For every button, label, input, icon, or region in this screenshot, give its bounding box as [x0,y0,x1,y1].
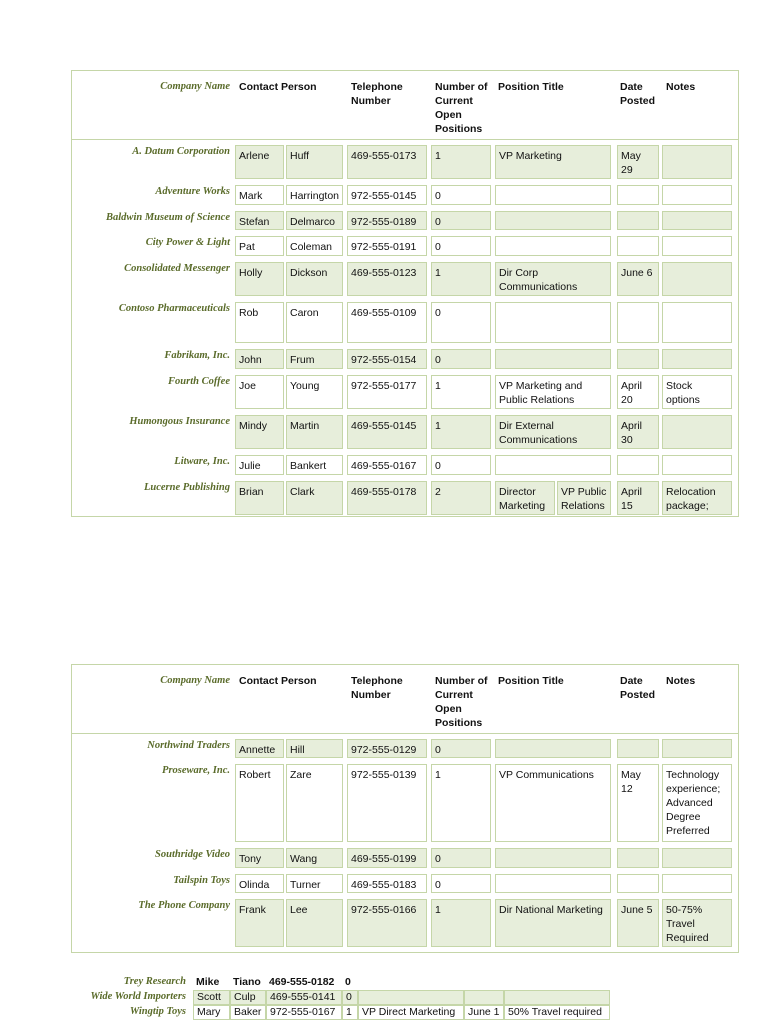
contact-first-name: Mark [235,185,284,205]
telephone-number: 469-555-0145 [347,415,427,449]
contact-first-name: Arlene [235,145,284,179]
notes [662,185,732,205]
table-row [72,256,738,296]
company-name: Southridge Video [155,849,230,860]
contact-last-name: Wang [286,848,343,868]
contact-first-name: Scott [193,990,230,1005]
company-name: Wingtip Toys [129,1006,186,1017]
notes [662,262,732,296]
header-company-name: Company Name [160,675,230,686]
company-name: Litware, Inc. [174,456,230,467]
contact-last-name: Baker [230,1005,266,1020]
date-posted [464,990,504,1005]
contact-last-name: Caron [286,302,343,343]
open-positions-count: 1 [431,145,491,179]
position-title [495,302,611,343]
position-title: VP Direct Marketing [358,1005,464,1020]
date-posted [617,236,659,256]
date-posted [617,848,659,868]
contact-first-name: Rob [235,302,284,343]
contacts-table-1 [71,70,739,517]
date-posted: June 5 [617,899,659,947]
telephone-number: 469-555-0167 [347,455,427,475]
date-posted: April 20 [617,375,659,409]
contact-last-name: Turner [286,874,343,893]
open-positions-count: 1 [431,262,491,296]
table-row [0,990,768,1004]
contact-first-name: Olinda [235,874,284,893]
open-positions-count: 0 [342,990,358,1005]
telephone-number: 972-555-0139 [347,764,427,842]
contact-last-name: Zare [286,764,343,842]
table-row [0,1005,768,1019]
table-row [72,205,738,230]
contact-last-name: Tiano [233,976,261,988]
telephone-number: 972-555-0167 [266,1005,342,1020]
contact-last-name: Frum [286,349,343,369]
contact-last-name: Harrington [286,185,343,205]
table-row [72,842,738,868]
contact-first-name: Brian [235,481,284,515]
telephone-number: 972-555-0129 [347,739,427,758]
company-name: Proseware, Inc. [162,765,230,776]
company-name: A. Datum Corporation [132,146,230,157]
open-positions-count: 0 [431,349,491,369]
table-row [72,369,738,409]
header-open-positions: Number of Current Open Positions [435,675,488,729]
contact-first-name: Frank [235,899,284,947]
position-title: VP Communications [495,764,611,842]
telephone-number: 469-555-0178 [347,481,427,515]
telephone-number: 972-555-0154 [347,349,427,369]
table-row [72,343,738,369]
notes: Technology experience; Advanced Degree Preferred [662,764,732,842]
telephone-number: 469-555-0182 [269,976,335,988]
notes [662,415,732,449]
contact-first-name: Mindy [235,415,284,449]
notes [662,145,732,179]
company-name: Adventure Works [155,186,230,197]
contacts-table-2 [71,664,739,953]
company-name: City Power & Light [145,237,230,248]
notes [662,302,732,343]
telephone-number: 469-555-0173 [347,145,427,179]
open-positions-count: 1 [431,415,491,449]
date-posted: April 30 [617,415,659,449]
notes: Stock options [662,375,732,409]
company-name: Northwind Traders [147,740,230,751]
position-title [495,185,611,205]
contact-last-name: Delmarco [286,211,343,230]
date-posted [617,185,659,205]
telephone-number: 972-555-0189 [347,211,427,230]
table-row [72,296,738,343]
open-positions-count: 0 [431,302,491,343]
table-row [72,868,738,893]
position-title [495,455,611,475]
table-row [72,139,738,179]
company-name: Humongous Insurance [129,416,230,427]
contact-first-name: Holly [235,262,284,296]
date-posted: June 6 [617,262,659,296]
table-row [72,733,738,758]
notes [662,236,732,256]
company-name: Fabrikam, Inc. [164,350,230,361]
table-row [72,893,738,947]
contact-last-name: Huff [286,145,343,179]
table-row [72,475,738,515]
telephone-number: 469-555-0183 [347,874,427,893]
table-row [0,975,768,989]
header-open-positions: Number of Current Open Positions [435,81,488,135]
header-date-posted: Date Posted [620,81,656,107]
notes [662,739,732,758]
company-name: Wide World Importers [90,991,186,1002]
telephone-number: 469-555-0199 [347,848,427,868]
notes [504,990,610,1005]
header-company-name: Company Name [160,81,230,92]
header-notes: Notes [666,81,696,93]
header-notes: Notes [666,675,696,687]
company-name: Trey Research [123,976,186,987]
header-contact-person: Contact Person [239,81,317,93]
telephone-number: 469-555-0109 [347,302,427,343]
table-header [72,71,738,140]
contact-last-name: Lee [286,899,343,947]
contact-first-name: Robert [235,764,284,842]
open-positions-count: 0 [431,455,491,475]
telephone-number: 972-555-0166 [347,899,427,947]
open-positions-count: 1 [431,899,491,947]
notes [662,874,732,893]
company-name: Tailspin Toys [173,875,230,886]
date-posted: April 15 [617,481,659,515]
telephone-number: 469-555-0123 [347,262,427,296]
date-posted [617,302,659,343]
header-position-title: Position Title [498,81,564,93]
date-posted [617,874,659,893]
table-row [72,758,738,842]
contact-last-name: Hill [286,739,343,758]
table-row [72,409,738,449]
notes: 50-75% Travel Required [662,899,732,947]
contact-first-name: Pat [235,236,284,256]
company-name: Contoso Pharmaceuticals [118,303,230,314]
table-row [72,230,738,256]
contact-last-name: Dickson [286,262,343,296]
company-name: Baldwin Museum of Science [106,212,230,223]
company-name: Lucerne Publishing [143,482,230,493]
notes [662,848,732,868]
date-posted [617,349,659,369]
table-header [72,665,738,734]
company-name: Consolidated Messenger [124,263,230,274]
position-title [495,349,611,369]
position-title [358,990,464,1005]
open-positions-count: 1 [431,764,491,842]
header-date-posted: Date Posted [620,675,656,701]
position-title: VP Marketing and Public Relations [495,375,611,409]
date-posted: May 29 [617,145,659,179]
contact-first-name: Annette [235,739,284,758]
position-title: Dir National Marketing [495,899,611,947]
position-title [495,211,611,230]
contact-first-name: Joe [235,375,284,409]
contact-first-name: John [235,349,284,369]
table-row [72,449,738,475]
open-positions-count: 1 [342,1005,358,1020]
position-title: VP Marketing [495,145,611,179]
open-positions-count: 0 [431,185,491,205]
contact-last-name: Culp [230,990,266,1005]
position-title [495,848,611,868]
position-title [495,236,611,256]
notes: 50% Travel required [504,1005,610,1020]
contact-last-name: Coleman [286,236,343,256]
telephone-number: 469-555-0141 [266,990,342,1005]
company-name: Fourth Coffee [168,376,230,387]
date-posted: May 12 [617,764,659,842]
position-title: Dir External Communications [495,415,611,449]
open-positions-count: 0 [431,236,491,256]
contact-first-name: Tony [235,848,284,868]
open-positions-count: 0 [431,874,491,893]
contact-first-name: Stefan [235,211,284,230]
contact-last-name: Martin [286,415,343,449]
telephone-number: 972-555-0177 [347,375,427,409]
telephone-number: 972-555-0145 [347,185,427,205]
open-positions-count: 0 [431,739,491,758]
date-posted [617,739,659,758]
contact-first-name: Julie [235,455,284,475]
header-contact-person: Contact Person [239,675,317,687]
contact-first-name: Mary [193,1005,230,1020]
open-positions-count: 0 [345,976,351,988]
header-telephone-number: Telephone Number [351,675,403,701]
contact-last-name: Bankert [286,455,343,475]
open-positions-count: 0 [431,211,491,230]
position-title [495,739,611,758]
date-posted [617,211,659,230]
notes [662,211,732,230]
telephone-number: 972-555-0191 [347,236,427,256]
open-positions-count: 2 [431,481,491,515]
contact-last-name: Young [286,375,343,409]
position-title [495,874,611,893]
company-name: The Phone Company [138,900,230,911]
contact-last-name: Clark [286,481,343,515]
open-positions-count: 0 [431,848,491,868]
date-posted [617,455,659,475]
header-position-title: Position Title [498,675,564,687]
contact-first-name: Mike [196,976,220,988]
open-positions-count: 1 [431,375,491,409]
date-posted: June 1 [464,1005,504,1020]
position-title: Director Marketing [495,481,555,515]
notes [662,349,732,369]
position-title-secondary: VP Public Relations [557,481,611,515]
position-title: Dir Corp Communications [495,262,611,296]
table-row [72,179,738,205]
notes [662,455,732,475]
header-telephone-number: Telephone Number [351,81,403,107]
notes: Relocation package; [662,481,732,515]
